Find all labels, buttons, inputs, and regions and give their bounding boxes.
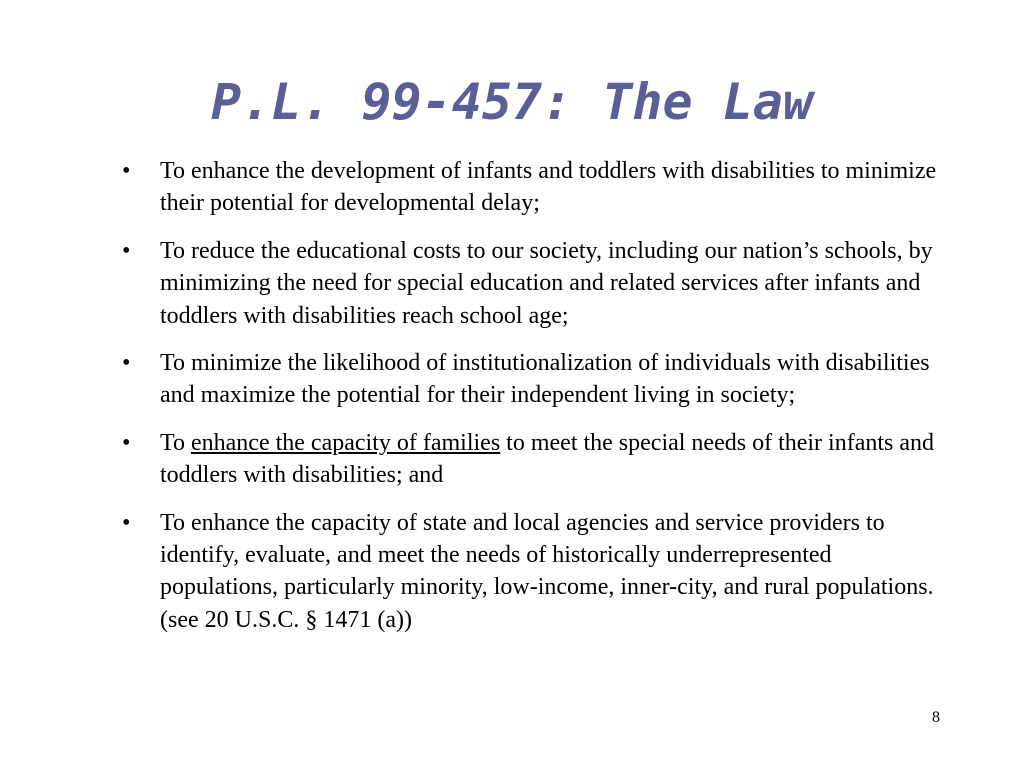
- bullet-text-suffix: to meet the special needs of their infants and toddlers with disabilities; and: [160, 429, 935, 489]
- bullet-text-prefix: To: [160, 429, 191, 456]
- bullet-dot-icon: •: [122, 429, 131, 456]
- bullet-item: [122, 507, 952, 637]
- underlined-phrase: enhance the capacity of families: [190, 429, 501, 456]
- bullet-dot-icon: •: [122, 158, 131, 184]
- bullet-item: [122, 347, 952, 412]
- bullet-text: To enhance the capacity of state and local agencies and service providers to identify, evaluate, and meet the needs of historically underrepresented populations, particularly minority, low-income, inner-city, and rural populations. (see 20 U.S.C. § 1471 (a)): [160, 509, 934, 633]
- bullet-dot-icon: •: [122, 509, 131, 536]
- bullet-list: [122, 155, 952, 651]
- bullet-dot-icon: •: [122, 350, 131, 377]
- bullet-text: To minimize the likelihood of institutionalization of individuals with disabilities and maximize the potential for their independent living in society;: [160, 350, 930, 409]
- bullet-item: [122, 235, 952, 332]
- bullet-text: To enhance the development of infants and toddlers with disabilities to minimize their potential for developmental delay;: [160, 158, 937, 217]
- bullet-dot-icon: •: [122, 237, 131, 264]
- bullet-item: [122, 427, 952, 492]
- slide-title: P.L. 99-457: The Law: [210, 73, 814, 131]
- bullet-text: To reduce the educational costs to our society, including our nation’s schools, by minimizing the need for special education and related services after infants and toddlers with disabilities reach school age;: [160, 237, 933, 329]
- bullet-item: [122, 155, 952, 220]
- page-number: 8: [932, 709, 940, 726]
